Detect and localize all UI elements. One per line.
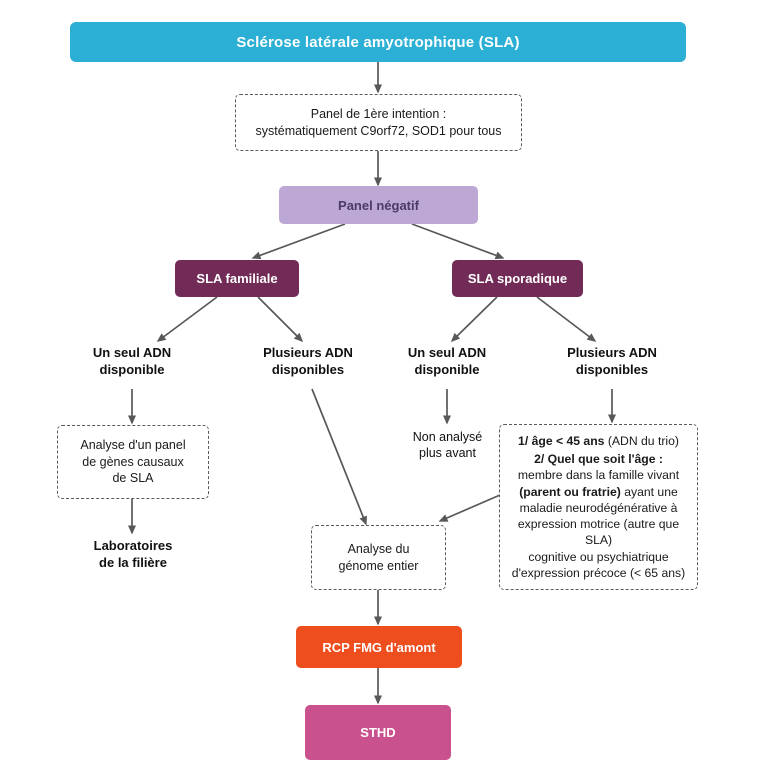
sporadique-un-seul-adn-line-2: disponible bbox=[414, 362, 480, 377]
panel-genes-line-3: de SLA bbox=[112, 471, 154, 486]
familiale-plusieurs-adn-line-2: disponibles bbox=[271, 362, 345, 377]
laboratoires-line-1: Laboratoires bbox=[93, 538, 173, 554]
non-analyse-line-2: plus avant bbox=[419, 446, 476, 460]
critere-2-line-4: expression motrice (autre que SLA) bbox=[517, 517, 680, 548]
critere-1-rest: (ADN du trio) bbox=[604, 434, 679, 448]
critere-2-line-2-bold: (parent ou fratrie) bbox=[519, 484, 621, 499]
critere-2-line-6: d'expression précoce (< 65 ans) bbox=[511, 565, 686, 580]
sporadique-un-seul-adn-line-1: Un seul ADN bbox=[407, 345, 487, 361]
laboratoires-line-2: de la filière bbox=[99, 555, 167, 570]
critere-2-line-3: maladie neurodégénérative à bbox=[519, 500, 678, 515]
node-sla-sporadique-label: SLA sporadique bbox=[467, 271, 568, 286]
critere-2-line-2-rest: ayant une bbox=[620, 484, 678, 499]
node-sla-sporadique bbox=[452, 260, 583, 297]
genome-line-1: Analyse du bbox=[347, 541, 410, 556]
node-first-intention-panel bbox=[235, 94, 522, 151]
node-sla-familiale bbox=[175, 260, 299, 297]
first-intention-line-1: Panel de 1ère intention : bbox=[310, 106, 447, 121]
panel-genes-line-1: Analyse d'un panel bbox=[80, 437, 186, 452]
node-familiale-plusieurs-adn bbox=[243, 342, 373, 382]
node-title-banner bbox=[70, 22, 686, 62]
critere-2-bold: 2/ Quel que soit l'âge : bbox=[534, 452, 663, 467]
node-sporadique-plusieurs-adn bbox=[547, 342, 677, 382]
node-rcp-fmg-amont bbox=[296, 626, 462, 668]
node-genome-entier bbox=[311, 525, 446, 590]
critere-1-bold: 1/ âge < 45 ans bbox=[518, 434, 605, 448]
familiale-plusieurs-adn-line-1: Plusieurs ADN bbox=[263, 345, 353, 361]
genome-line-2: génome entier bbox=[338, 558, 419, 573]
sporadique-plusieurs-adn-line-1: Plusieurs ADN bbox=[567, 345, 657, 361]
node-familiale-un-seul-adn bbox=[72, 342, 192, 382]
critere-2-line-1: membre dans la famille vivant bbox=[517, 468, 680, 483]
critere-2-line-5: cognitive ou psychiatrique bbox=[528, 549, 669, 564]
node-sthd bbox=[305, 705, 451, 760]
panel-genes-line-2: de gènes causaux bbox=[82, 454, 184, 469]
node-panel-negatif bbox=[279, 186, 478, 224]
familiale-un-seul-adn-line-1: Un seul ADN bbox=[92, 345, 172, 361]
node-sporadique-un-seul-adn bbox=[387, 342, 507, 382]
critere-1 bbox=[518, 433, 679, 449]
node-title-banner-label: Sclérose latérale amyotrophique (SLA) bbox=[236, 33, 520, 51]
critere-2-body bbox=[507, 467, 690, 581]
familiale-un-seul-adn-line-2: disponible bbox=[99, 362, 165, 377]
node-panel-genes-causaux bbox=[57, 425, 209, 499]
first-intention-line-2: systématiquement C9orf72, SOD1 pour tous bbox=[255, 123, 502, 138]
sporadique-plusieurs-adn-line-2: disponibles bbox=[575, 362, 649, 377]
node-non-analyse bbox=[390, 425, 505, 465]
node-criteres-genome bbox=[499, 424, 698, 590]
node-sthd-label: STHD bbox=[360, 725, 396, 740]
node-sla-familiale-label: SLA familiale bbox=[196, 271, 278, 286]
critere-2-heading bbox=[534, 451, 663, 467]
node-rcp-label: RCP FMG d'amont bbox=[322, 639, 436, 655]
node-panel-negatif-label: Panel négatif bbox=[338, 197, 419, 213]
node-laboratoires-filiere bbox=[62, 535, 204, 575]
non-analyse-line-1: Non analysé bbox=[412, 429, 483, 444]
